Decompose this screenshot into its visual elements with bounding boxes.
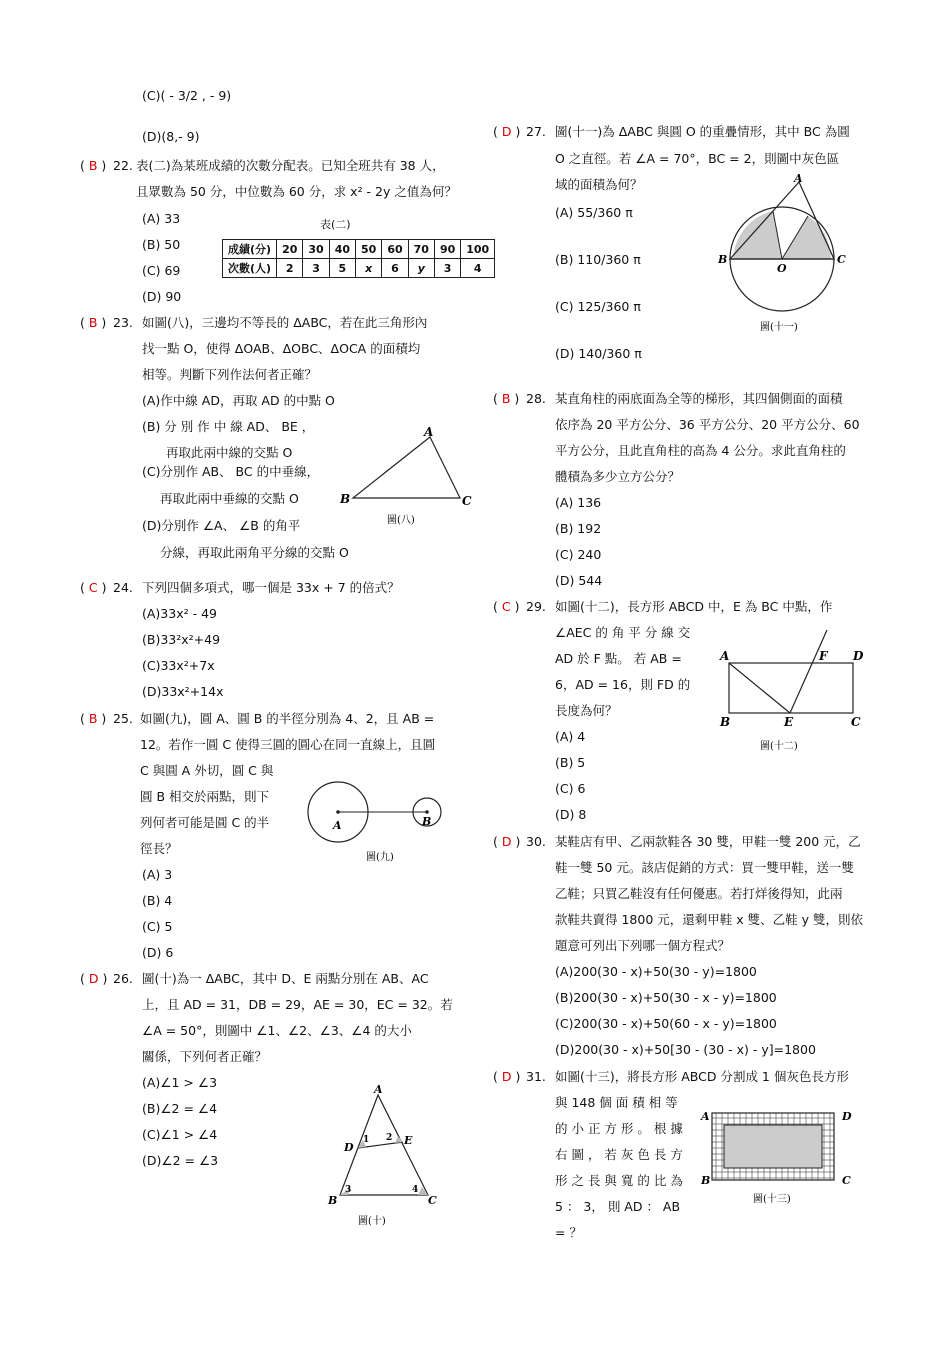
q30-option-a[interactable]: (A)200(30 - x)+50(30 - y)=1800 [555,964,757,979]
q25-option-a[interactable]: (A) 3 [142,867,173,882]
figure-12-caption: 圖(十二) [760,741,798,752]
q25-option-c[interactable]: (C) 5 [142,919,173,934]
svg-text:E: E [404,1134,413,1147]
svg-text:A: A [701,1110,710,1123]
q29-line-4: 6，AD = 16，則 FD 的 [555,677,691,692]
svg-text:2: 2 [386,1133,393,1143]
table-cell: 4 [461,259,495,278]
score-frequency-table [222,239,495,278]
table-cell: 40 [329,240,355,259]
q29-line-2: ∠AEC 的 角 平 分 線 交 [555,625,691,640]
q23-option-b-cont: 再取此兩中線的交點 O [166,445,293,460]
q28-option-d[interactable]: (D) 544 [555,573,603,588]
q29-option-c[interactable]: (C) 6 [555,781,586,796]
table-cell: 5 [329,259,355,278]
q23-option-d[interactable]: (D)分別作 ∠A、 ∠B 的角平 [142,518,301,533]
q28-line-3: 平方公分，且此直角柱的高為 4 公分。求此直角柱的 [555,443,846,458]
q22-option-a[interactable]: (A) 33 [142,211,181,226]
q30-line-1: 某鞋店有甲、乙兩款鞋各 30 雙，甲鞋一雙 200 元，乙 [555,834,861,849]
q27-line-1: 圖(十一)為 ΔABC 與圓 O 的重疊情形，其中 BC 為圓 [555,124,850,139]
q31-line-2: 與 148 個 面 積 相 等 [555,1095,678,1110]
q25-line-3: C 與圓 A 外切，圓 C 與 [140,763,274,778]
q23-answer: ( B ) [80,315,107,330]
figure-13-grid-rectangle [698,1100,863,1210]
q29-line-3: AD 於 F 點。 若 AB = [555,651,682,666]
table-cell: 60 [382,240,408,259]
svg-text:C: C [462,494,472,508]
q31-line-6: 5 ： 3， 則 AD ： AB [555,1199,681,1214]
q30-number: 30. [526,834,546,849]
svg-text:A: A [333,819,342,832]
q27-number: 27. [526,124,546,139]
q23-option-b[interactable]: (B) 分 別 作 中 線 AD、 BE ， [142,419,315,434]
q27-line-2: O 之直徑。若 ∠A = 70°，BC = 2，則圖中灰色區 [555,151,840,166]
q26-line-2: 上，且 AD = 31，DB = 29，AE = 30，EC = 32。若 [142,997,453,1012]
q25-option-d[interactable]: (D) 6 [142,945,174,960]
q27-option-a[interactable]: (A) 55/360 π [555,205,633,220]
svg-text:A: A [720,649,730,663]
figure-8-triangle [335,425,475,530]
figure-10-triangle [318,1080,448,1232]
q28-line-1: 某直角柱的兩底面為全等的梯形，其四個側面的面積 [555,391,843,406]
table-cell: 30 [303,240,329,259]
q26-option-a[interactable]: (A)∠1 > ∠3 [142,1075,218,1090]
figure-11-caption: 圖(十一) [760,322,798,333]
svg-text:B: B [422,815,432,828]
q23-option-d-cont: 分線，再取此兩角平分線的交點 O [160,545,349,560]
q24-option-b[interactable]: (B)33²x²+49 [142,632,221,647]
q26-option-c[interactable]: (C)∠1 > ∠4 [142,1127,218,1142]
q27-option-d[interactable]: (D) 140/360 π [555,346,642,361]
q28-answer: ( B ) [493,391,520,406]
q25-answer: ( B ) [80,711,107,726]
svg-text:O: O [777,262,787,275]
svg-text:A: A [794,172,803,185]
svg-text:B: B [328,1194,338,1207]
q28-line-2: 依序為 20 平方公分、36 平方公分、20 平方公分、60 [555,417,860,432]
q31-line-4: 右 圖 ， 若 灰 色 長 方 [555,1147,683,1162]
q23-line-3: 相等。判斷下列作法何者正確？ [142,367,318,382]
q21-option-c[interactable]: (C)( - 3/2 , - 9) [142,88,232,103]
q29-line-5: 長度為何？ [555,703,618,718]
q22-table-title: 表(二) [320,218,351,231]
q31-number: 31. [526,1069,546,1084]
table-cell: 3 [434,259,460,278]
table-cell: 2 [277,259,303,278]
table-cell: 成績(分) [223,240,277,259]
q27-option-b[interactable]: (B) 110/360 π [555,252,641,267]
q22-text-2: 且眾數為 50 分，中位數為 60 分，求 x² - 2y 之值為何？ [136,184,457,199]
table-cell: 100 [461,240,495,259]
svg-text:B: B [701,1174,711,1187]
svg-text:3: 3 [345,1185,352,1195]
q30-line-2: 鞋一雙 50 元。該店促銷的方式：買一雙甲鞋，送一雙 [555,860,854,875]
svg-text:F: F [819,649,828,663]
q26-line-4: 關係，下列何者正確？ [142,1049,268,1064]
table-cell: 次數(人) [223,259,277,278]
q24-number: 24. [113,580,133,595]
q28-option-c[interactable]: (C) 240 [555,547,602,562]
q26-line-1: 圖(十)為一 ΔABC，其中 D、E 兩點分別在 AB、AC [142,971,429,986]
q22-option-c[interactable]: (C) 69 [142,263,181,278]
q23-line-2: 找一點 O，使得 ΔOAB、ΔOBC、ΔOCA 的面積均 [142,341,421,356]
q24-option-c[interactable]: (C)33x²+7x [142,658,215,673]
q24-option-d[interactable]: (D)33x²+14x [142,684,224,699]
q25-line-5: 列何者可能是圓 C 的半 [140,815,270,830]
figure-9-caption: 圖(九) [366,852,394,863]
q22-number: 22. [113,158,133,173]
q31-line-7: = ？ [555,1225,582,1240]
q22-option-b[interactable]: (B) 50 [142,237,181,252]
q25-line-4: 圓 B 相交於兩點，則下 [140,789,270,804]
table-cell: 90 [434,240,460,259]
q28-line-4: 體積為多少立方公分？ [555,469,681,484]
figure-11-circle-triangle [715,170,855,340]
table-cell: x [356,259,382,278]
svg-text:D: D [344,1141,354,1154]
q25-number: 25. [113,711,133,726]
svg-text:A: A [374,1083,383,1096]
q25-line-1: 如圖(九)，圓 A、圓 B 的半徑分別為 4、2，且 AB = [140,711,435,726]
q26-answer: ( D ) [80,971,108,986]
q25-line-2: 12。若作一圓 C 使得三圓的圓心在同一直線上，且圓 [140,737,436,752]
q29-number: 29. [526,599,546,614]
figure-9-circles [300,775,450,870]
q30-line-4: 款鞋共賣得 1800 元，還剩甲鞋 x 雙、乙鞋 y 雙，則依 [555,912,863,927]
table-cell: 20 [277,240,303,259]
q24-text: 下列四個多項式，哪一個是 33x + 7 的倍式？ [142,580,400,595]
q26-option-d[interactable]: (D)∠2 = ∠3 [142,1153,219,1168]
q28-number: 28. [526,391,546,406]
q22-option-d[interactable]: (D) 90 [142,289,182,304]
q31-line-3: 的 小 正 方 形 。 根 據 [555,1121,683,1136]
q21-option-d[interactable]: (D)(8,- 9) [142,129,200,144]
q23-option-c-cont: 再取此兩中垂線的交點 O [160,491,299,506]
q28-option-b[interactable]: (B) 192 [555,521,602,536]
table-cell: 3 [303,259,329,278]
q29-option-d[interactable]: (D) 8 [555,807,587,822]
q27-answer: ( D ) [493,124,521,139]
table-cell: 6 [382,259,408,278]
q29-option-a[interactable]: (A) 4 [555,729,586,744]
table-cell: y [408,259,434,278]
q23-option-a[interactable]: (A)作中線 AD，再取 AD 的中點 O [142,393,335,408]
q27-line-3: 域的面積為何？ [555,177,643,192]
q30-answer: ( D ) [493,834,521,849]
svg-text:E: E [784,715,794,729]
q23-line-1: 如圖(八)，三邊均不等長的 ΔABC，若在此三角形內 [142,315,428,330]
q31-answer: ( D ) [493,1069,521,1084]
q30-option-d[interactable]: (D)200(30 - x)+50[30 - (30 - x) - y]=1800 [555,1042,816,1057]
q26-line-3: ∠A = 50°，則圖中 ∠1、∠2、∠3、∠4 的大小 [142,1023,412,1038]
svg-text:C: C [837,253,846,266]
figure-12-rectangle [715,625,875,755]
q29-line-1: 如圖(十二)，長方形 ABCD 中，E 為 BC 中點，作 [555,599,833,614]
q31-line-1: 如圖(十三)，將長方形 ABCD 分割成 1 個灰色長方形 [555,1069,849,1084]
q30-line-5: 題意可列出下列哪一個方程式？ [555,938,731,953]
q30-option-b[interactable]: (B)200(30 - x)+50(30 - x - y)=1800 [555,990,777,1005]
figure-10-caption: 圖(十) [358,1216,386,1227]
svg-text:B: B [720,715,731,729]
q31-line-5: 形 之 長 與 寬 的 比 為 [555,1173,683,1188]
q25-line-6: 徑長？ [140,841,178,856]
q22-text: 表(二)為某班成績的次數分配表。已知全班共有 38 人， [136,158,445,173]
table-cell: 50 [356,240,382,259]
q29-answer: ( C ) [493,599,520,614]
svg-text:4: 4 [412,1185,419,1195]
q22-answer: ( B ) [80,158,107,173]
q24-answer: ( C ) [80,580,107,595]
q23-number: 23. [113,315,133,330]
svg-text:B: B [718,253,728,266]
q29-option-b[interactable]: (B) 5 [555,755,586,770]
q28-option-a[interactable]: (A) 136 [555,495,602,510]
q24-option-a[interactable]: (A)33x² - 49 [142,606,217,621]
figure-8-caption: 圖(八) [387,515,415,526]
table-cell: 70 [408,240,434,259]
svg-text:C: C [428,1194,437,1207]
q25-option-b[interactable]: (B) 4 [142,893,173,908]
q30-option-c[interactable]: (C)200(30 - x)+50(60 - x - y)=1800 [555,1016,777,1031]
svg-text:C: C [842,1174,851,1187]
q27-option-c[interactable]: (C) 125/360 π [555,299,641,314]
q30-line-3: 乙鞋；只買乙鞋沒有任何優惠。若打烊後得知，此兩 [555,886,843,901]
svg-text:1: 1 [363,1135,370,1145]
q26-number: 26. [113,971,133,986]
svg-text:C: C [851,715,861,729]
svg-text:B: B [340,492,351,506]
q26-option-b[interactable]: (B)∠2 = ∠4 [142,1101,218,1116]
q23-option-c[interactable]: (C)分別作 AB、 BC 的中垂線， [142,464,320,479]
svg-text:D: D [842,1110,852,1123]
figure-13-caption: 圖(十三) [753,1194,791,1205]
svg-text:D: D [853,649,864,663]
svg-text:A: A [424,425,434,439]
